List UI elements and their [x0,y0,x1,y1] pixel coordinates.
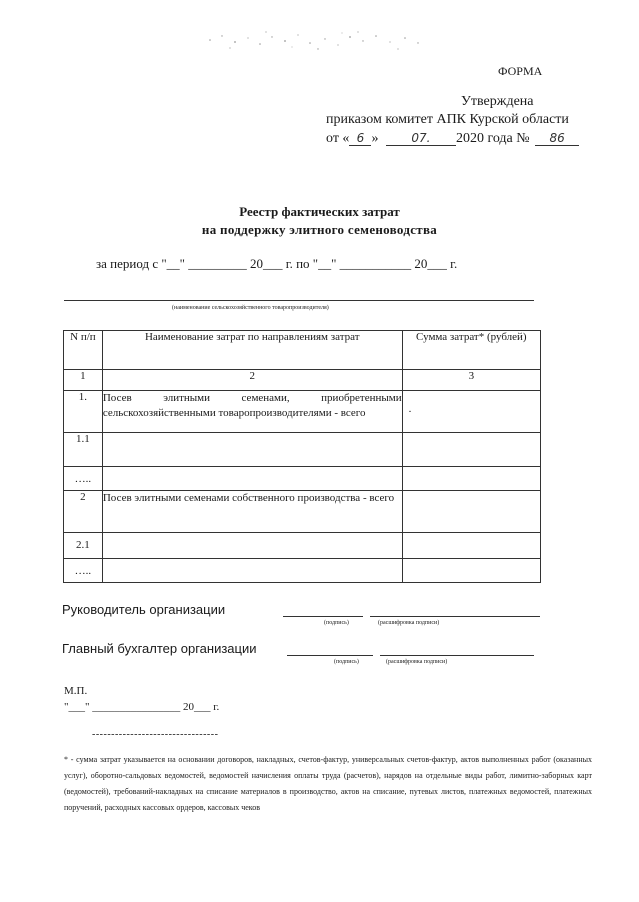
costs-table [63,330,541,583]
head-decode-line [370,616,540,617]
header-sum: Сумма затрат* (рублей) [402,331,540,370]
row-sum [402,559,540,583]
row-sum [402,433,540,467]
table-row [64,391,541,433]
table-row [64,533,541,559]
table-row [64,559,541,583]
row-name [102,433,402,467]
header-num: N п/п [64,331,103,370]
stamp-date: "___" ________________ 20___ г. [64,701,220,713]
col-number: 1 [64,370,103,391]
head-decode-caption: (расшифровка подписи) [378,620,440,626]
organization-line [64,300,534,301]
order-day: 6 [349,131,371,146]
row-name: Посев элитными семенами собственного производства - всего [102,491,402,533]
row-name: Посев элитными семенами, приобретенными сельскохозяйственными товаропроизводителями - всего [102,391,402,433]
order-prefix: от « [326,131,350,146]
footnote-text: * - сумма затрат указывается на основании договоров, накладных, счетов-фактур, универсальных счетов-фактур, актов выполненных работ (оказанных услуг), оборотно-сальдовых ведомостей, ведомостей начисления оплаты труда (расчетов), нарядов на отдельные виды работ, лимитно-заборных карт (ведомостей), требований-накладных на списание материалов в производство, актов на списание, путевых листов, платежных ведомостей, платежных поручений, расходных кассовых ордеров, кассовых чеков [64,755,592,812]
row-name [102,467,402,491]
document-subtitle: на поддержку элитного семеноводства [201,222,438,237]
head-sign-caption: (подпись) [324,620,349,626]
col-number: 3 [402,370,540,391]
organization-caption: (наименование сельскохозяйственного товаропроизводителя) [172,305,329,311]
form-label: ФОРМА [498,64,543,78]
table-row [64,491,541,533]
approved-label: Утверждена [461,94,534,109]
order-month: 07. [386,131,456,146]
footnote-separator: --------------------------------- [92,729,219,740]
head-signature-label: Руководитель организации [62,602,226,617]
table-row [64,433,541,467]
row-sum [402,467,540,491]
head-sign-line [283,616,363,617]
row-num: 2.1 [64,533,103,559]
table-row [64,467,541,491]
header-name: Наименование затрат по направлениям затрат [102,331,402,370]
column-number-row [64,370,541,391]
row-num: 2 [64,491,103,533]
period-line: за период с "__" _________ 20___ г. по "__" ___________ 20___ г. [96,256,458,271]
approved-by: приказом комитет АПК Курской области [326,112,569,127]
stamp-place: М.П. [64,685,88,697]
accountant-decode-line [380,655,534,656]
row-name [102,533,402,559]
row-num: ….. [64,467,103,491]
row-sum: . [402,391,540,433]
table-header-row [64,331,541,370]
row-num: 1. [64,391,103,433]
order-line [326,131,579,147]
accountant-sign-caption: (подпись) [334,659,359,665]
row-sum [402,491,540,533]
accountant-sign-line [287,655,373,656]
col-number: 2 [102,370,402,391]
accountant-decode-caption: (расшифровка подписи) [386,659,448,665]
order-year: 2020 года № [455,131,530,146]
document-title: Реестр фактических затрат [239,204,400,219]
order-day-close: » [371,131,379,146]
row-sum [402,533,540,559]
row-num: 1.1 [64,433,103,467]
accountant-signature-label: Главный бухгалтер организации [62,641,257,656]
scan-noise-texture [200,28,430,54]
row-num: ….. [64,559,103,583]
order-number: 86 [535,131,579,146]
row-name [102,559,402,583]
